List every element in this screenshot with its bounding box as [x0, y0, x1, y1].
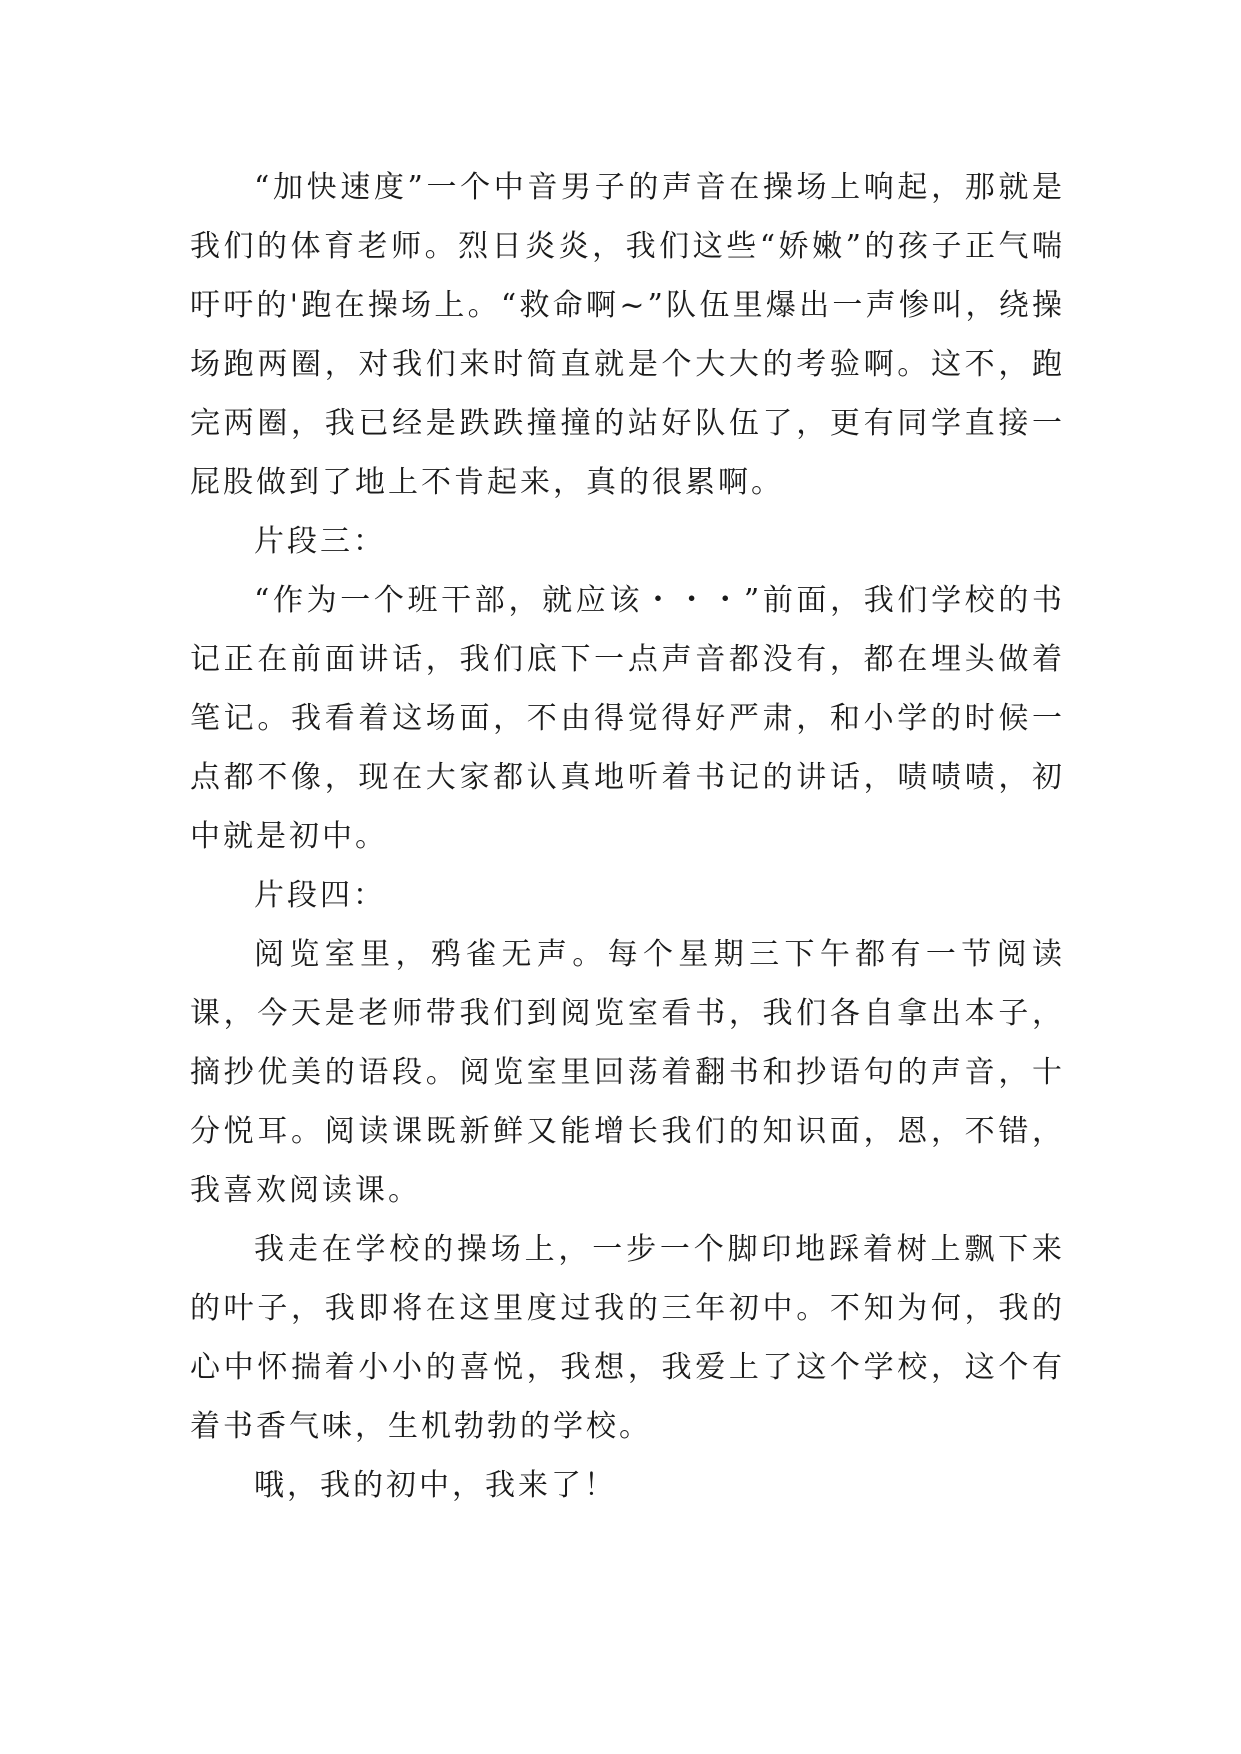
section-heading-fragment-four: 片段四：	[254, 878, 386, 913]
document-page	[190, 158, 1065, 1515]
section-heading-fragment-three: 片段三：	[254, 524, 386, 559]
paragraph-secretary-speech: “作为一个班干部，就应该・・・”前面，我们学校的书记正在前面讲话，我们底下一点声音都没有，都在埋头做着笔记。我看着这场面，不由得觉得好严肃，和小学的时候一点都不像，现在大家都认真地听着书记的讲话，啧啧啧，初中就是初中。	[190, 583, 1065, 854]
paragraph-closing: 哦，我的初中，我来了！	[254, 1468, 617, 1503]
paragraph-reading-room: 阅览室里，鸦雀无声。每个星期三下午都有一节阅读课，今天是老师带我们到阅览室看书，我们各自拿出本子，摘抄优美的语段。阅览室里回荡着翻书和抄语句的声音，十分悦耳。阅读课既新鲜又能增长我们的知识面，恩，不错，我喜欢阅读课。	[190, 937, 1065, 1208]
paragraph-school-playground: 我走在学校的操场上，一步一个脚印地踩着树上飘下来的叶子，我即将在这里度过我的三年初中。不知为何，我的心中怀揣着小小的喜悦，我想，我爱上了这个学校，这个有着书香气味，生机勃勃的学校。	[190, 1232, 1065, 1444]
paragraph-running-exercise: “加快速度”一个中音男子的声音在操场上响起，那就是我们的体育老师。烈日炎炎，我们这些“娇嫩”的孩子正气喘吁吁的'跑在操场上。“救命啊~”队伍里爆出一声惨叫，绕操场跑两圈，对我们来时简直就是个大大的考验啊。这不，跑完两圈，我已经是跌跌撞撞的站好队伍了，更有同学直接一屁股做到了地上不肯起来，真的很累啊。	[190, 170, 1065, 500]
